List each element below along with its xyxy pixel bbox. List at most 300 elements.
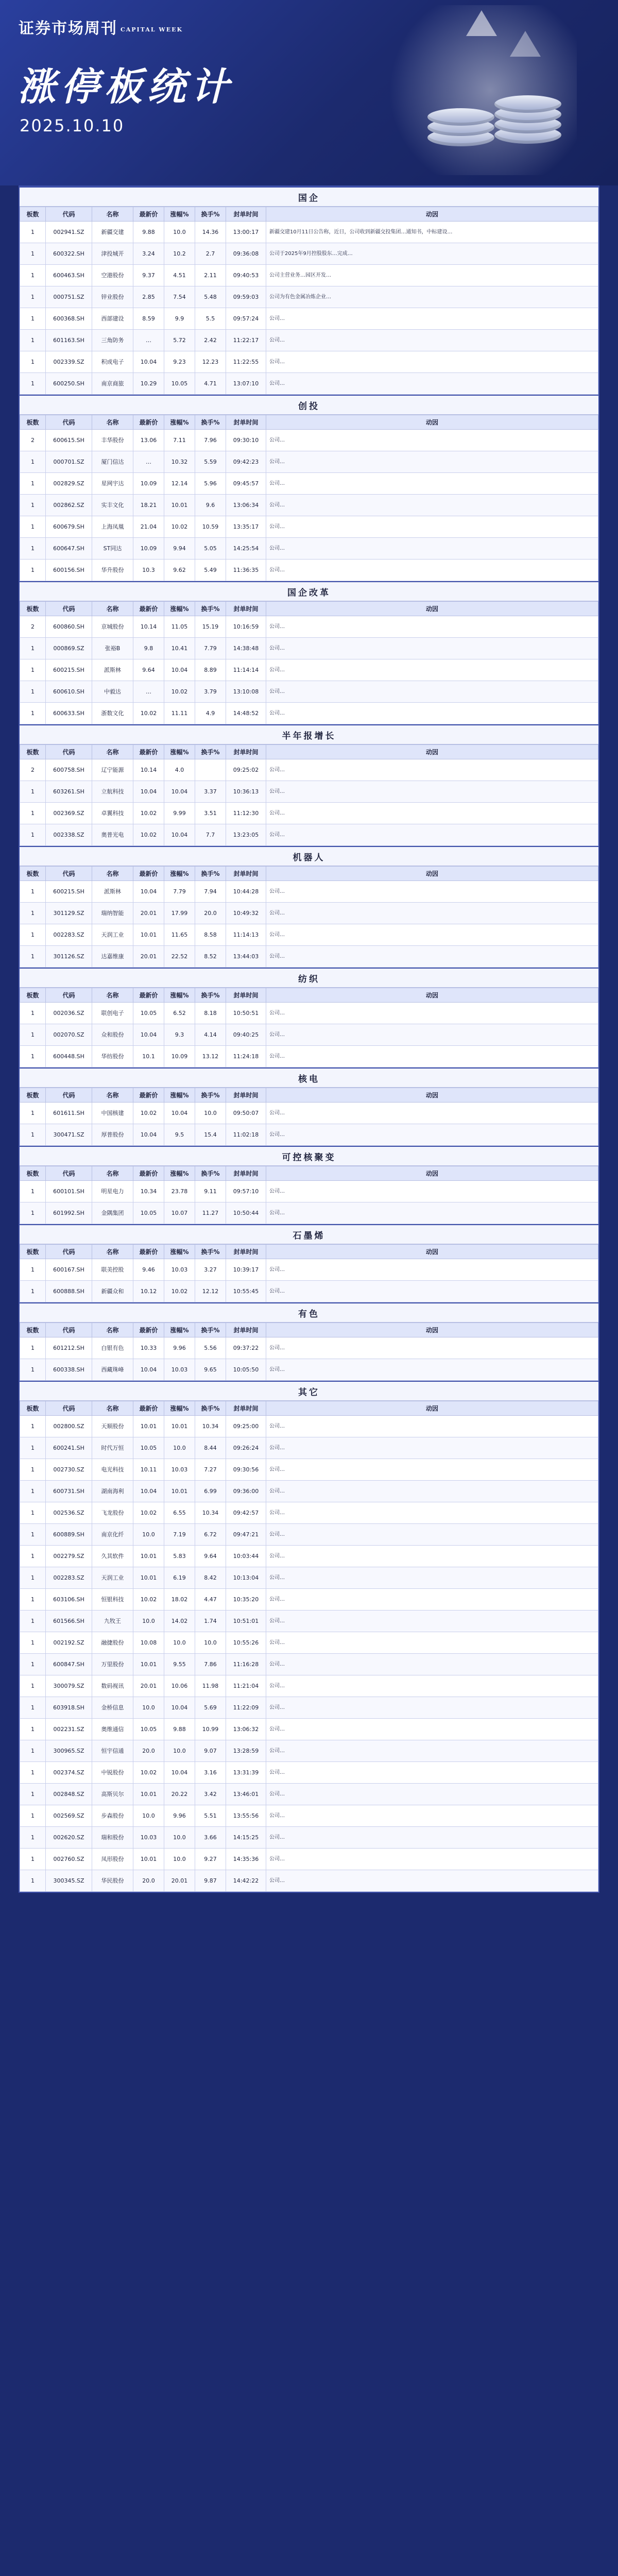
board-count: 1: [20, 781, 46, 803]
section-title: 其它: [20, 1381, 598, 1401]
reason-text: 公司…: [266, 1524, 598, 1546]
turnover-pct: 4.9: [195, 703, 226, 724]
turnover-pct: 8.52: [195, 946, 226, 968]
latest-price: 10.04: [133, 1359, 164, 1381]
change-pct: 10.04: [164, 781, 195, 803]
seal-time: 11:24:18: [226, 1046, 266, 1067]
table-row: [20, 924, 598, 946]
seal-time: 13:23:05: [226, 824, 266, 846]
column-header: 动因: [266, 207, 598, 222]
board-count: 1: [20, 1502, 46, 1524]
turnover-pct: 5.56: [195, 1337, 226, 1359]
board-count: 1: [20, 638, 46, 659]
brand-name: 证券市场周刊: [19, 20, 117, 38]
board-count: 1: [20, 495, 46, 516]
turnover-pct: 3.79: [195, 681, 226, 703]
turnover-pct: 7.96: [195, 430, 226, 451]
change-pct: 5.72: [164, 330, 195, 351]
section-title: 机器人: [20, 846, 598, 866]
table-row: [20, 1784, 598, 1805]
stock-name: 锌业股份: [92, 286, 133, 308]
table-header-row: [20, 867, 598, 881]
section-title: 核电: [20, 1067, 598, 1088]
turnover-pct: 3.42: [195, 1784, 226, 1805]
stock-code: 601992.SH: [46, 1202, 92, 1224]
latest-price: 20.01: [133, 1675, 164, 1697]
column-header: 最新价: [133, 602, 164, 616]
seal-time: 09:42:57: [226, 1502, 266, 1524]
latest-price: 10.05: [133, 1202, 164, 1224]
table-row: [20, 308, 598, 330]
column-header: 板数: [20, 207, 46, 222]
column-header: 换手%: [195, 602, 226, 616]
table-row: [20, 1611, 598, 1632]
reason-text: 公司…: [266, 1762, 598, 1784]
stock-name: 派斯林: [92, 659, 133, 681]
column-header: 板数: [20, 867, 46, 881]
turnover-pct: 11.98: [195, 1675, 226, 1697]
stock-code: 002338.SZ: [46, 824, 92, 846]
stock-name: 派斯林: [92, 881, 133, 903]
stock-code: 300471.SZ: [46, 1124, 92, 1146]
stock-name: 奥普光电: [92, 824, 133, 846]
table-row: [20, 330, 598, 351]
latest-price: 10.03: [133, 1827, 164, 1849]
seal-time: 11:22:17: [226, 330, 266, 351]
stock-name: 西藏珠峰: [92, 1359, 133, 1381]
column-header: 涨幅%: [164, 1323, 195, 1337]
seal-time: 10:50:44: [226, 1202, 266, 1224]
reason-text: 公司…: [266, 351, 598, 373]
column-header: 最新价: [133, 1245, 164, 1259]
section-title: 可控核聚变: [20, 1146, 598, 1166]
stock-name: 辽宁能源: [92, 759, 133, 781]
reason-text: 公司…: [266, 538, 598, 560]
turnover-pct: 3.16: [195, 1762, 226, 1784]
latest-price: 10.02: [133, 1103, 164, 1124]
table-row: [20, 265, 598, 286]
table-row: [20, 903, 598, 924]
column-header: 涨幅%: [164, 1401, 195, 1416]
seal-time: 09:40:25: [226, 1024, 266, 1046]
reason-text: 公司…: [266, 1337, 598, 1359]
board-count: 1: [20, 473, 46, 495]
turnover-pct: 4.47: [195, 1589, 226, 1611]
reason-text: 公司…: [266, 1281, 598, 1302]
latest-price: 10.14: [133, 616, 164, 638]
change-pct: 9.96: [164, 1337, 195, 1359]
reason-text: 公司…: [266, 1416, 598, 1437]
latest-price: 10.04: [133, 781, 164, 803]
reason-text: 公司…: [266, 781, 598, 803]
column-header: 代码: [46, 207, 92, 222]
board-count: 1: [20, 1359, 46, 1381]
change-pct: 9.88: [164, 1719, 195, 1740]
seal-time: 11:16:28: [226, 1654, 266, 1675]
column-header: 名称: [92, 207, 133, 222]
latest-price: 10.01: [133, 1416, 164, 1437]
stock-code: 600368.SH: [46, 308, 92, 330]
seal-time: 11:21:04: [226, 1675, 266, 1697]
board-count: 1: [20, 1281, 46, 1302]
change-pct: 10.05: [164, 373, 195, 395]
table-row: [20, 1675, 598, 1697]
seal-time: 09:26:24: [226, 1437, 266, 1459]
stock-code: 600156.SH: [46, 560, 92, 581]
change-pct: 7.79: [164, 881, 195, 903]
column-header: 封单时间: [226, 1401, 266, 1416]
latest-price: 10.01: [133, 1849, 164, 1870]
latest-price: 10.01: [133, 1567, 164, 1589]
turnover-pct: 3.51: [195, 803, 226, 824]
latest-price: 10.01: [133, 924, 164, 946]
latest-price: 10.09: [133, 538, 164, 560]
stock-code: 300079.SZ: [46, 1675, 92, 1697]
turnover-pct: 7.7: [195, 824, 226, 846]
section-table: [20, 1401, 598, 1892]
stock-name: 联创电子: [92, 1003, 133, 1024]
latest-price: 10.05: [133, 1719, 164, 1740]
column-header: 换手%: [195, 1401, 226, 1416]
change-pct: 20.22: [164, 1784, 195, 1805]
stock-code: 600167.SH: [46, 1259, 92, 1281]
column-header: 涨幅%: [164, 1166, 195, 1181]
column-header: 名称: [92, 1166, 133, 1181]
latest-price: 18.21: [133, 495, 164, 516]
column-header: 代码: [46, 415, 92, 430]
latest-price: 10.3: [133, 560, 164, 581]
column-header: 动因: [266, 602, 598, 616]
column-header: 名称: [92, 415, 133, 430]
latest-price: 10.01: [133, 1654, 164, 1675]
board-count: 1: [20, 903, 46, 924]
seal-time: 11:36:35: [226, 560, 266, 581]
board-count: 1: [20, 824, 46, 846]
change-pct: 10.04: [164, 1762, 195, 1784]
board-count: 1: [20, 1697, 46, 1719]
change-pct: 14.02: [164, 1611, 195, 1632]
board-count: 1: [20, 946, 46, 968]
board-count: 1: [20, 1259, 46, 1281]
column-header: 代码: [46, 988, 92, 1003]
change-pct: 10.32: [164, 451, 195, 473]
board-count: 2: [20, 616, 46, 638]
column-header: 涨幅%: [164, 207, 195, 222]
latest-price: 10.04: [133, 1481, 164, 1502]
stock-code: 300965.SZ: [46, 1740, 92, 1762]
turnover-pct: 7.86: [195, 1654, 226, 1675]
board-count: 1: [20, 243, 46, 265]
table-header-row: [20, 1166, 598, 1181]
stock-code: 600215.SH: [46, 881, 92, 903]
change-pct: 10.0: [164, 1849, 195, 1870]
change-pct: 6.19: [164, 1567, 195, 1589]
change-pct: 10.02: [164, 681, 195, 703]
reason-text: 公司…: [266, 703, 598, 724]
table-row: [20, 1697, 598, 1719]
stock-name: 步森股份: [92, 1805, 133, 1827]
section-table: [20, 601, 598, 724]
turnover-pct: 4.14: [195, 1024, 226, 1046]
latest-price: 10.02: [133, 803, 164, 824]
board-count: 1: [20, 222, 46, 243]
board-count: 1: [20, 1046, 46, 1067]
stock-code: 600633.SH: [46, 703, 92, 724]
board-count: 1: [20, 1124, 46, 1146]
seal-time: 14:38:48: [226, 638, 266, 659]
seal-time: 09:57:24: [226, 308, 266, 330]
stock-name: 达嘉维康: [92, 946, 133, 968]
table-row: [20, 1805, 598, 1827]
table-row: [20, 1546, 598, 1567]
column-header: 动因: [266, 415, 598, 430]
column-header: 涨幅%: [164, 415, 195, 430]
stock-name: 南京商旅: [92, 373, 133, 395]
change-pct: 9.5: [164, 1124, 195, 1146]
seal-time: 11:22:55: [226, 351, 266, 373]
board-count: 1: [20, 1337, 46, 1359]
column-header: 最新价: [133, 1166, 164, 1181]
latest-price: 21.04: [133, 516, 164, 538]
column-header: 换手%: [195, 745, 226, 759]
seal-time: 13:28:59: [226, 1740, 266, 1762]
column-header: 板数: [20, 745, 46, 759]
board-count: 1: [20, 560, 46, 581]
stock-code: 002848.SZ: [46, 1784, 92, 1805]
stock-name: 实丰文化: [92, 495, 133, 516]
latest-price: 10.05: [133, 1003, 164, 1024]
column-header: 动因: [266, 745, 598, 759]
turnover-pct: 1.74: [195, 1611, 226, 1632]
stock-name: 华纺股份: [92, 1046, 133, 1067]
latest-price: 10.11: [133, 1459, 164, 1481]
turnover-pct: 3.27: [195, 1259, 226, 1281]
latest-price: 10.08: [133, 1632, 164, 1654]
stock-name: 三角防务: [92, 330, 133, 351]
board-count: 1: [20, 1437, 46, 1459]
reason-text: 公司…: [266, 616, 598, 638]
reason-text: 公司…: [266, 308, 598, 330]
reason-text: 公司…: [266, 1024, 598, 1046]
turnover-pct: 9.07: [195, 1740, 226, 1762]
stock-name: 高斯贝尔: [92, 1784, 133, 1805]
column-header: 封单时间: [226, 207, 266, 222]
stock-name: 众和股份: [92, 1024, 133, 1046]
seal-time: 13:35:17: [226, 516, 266, 538]
stock-code: 600860.SH: [46, 616, 92, 638]
section-title: 创投: [20, 395, 598, 415]
table-header-row: [20, 1245, 598, 1259]
turnover-pct: 8.89: [195, 659, 226, 681]
latest-price: 9.46: [133, 1259, 164, 1281]
stock-code: 600215.SH: [46, 659, 92, 681]
change-pct: 10.01: [164, 495, 195, 516]
column-header: 封单时间: [226, 1166, 266, 1181]
arrow-up-icon: [466, 10, 497, 36]
reason-text: 公司…: [266, 1805, 598, 1827]
column-header: 板数: [20, 1166, 46, 1181]
turnover-pct: 8.42: [195, 1567, 226, 1589]
column-header: 换手%: [195, 207, 226, 222]
table-row: [20, 1719, 598, 1740]
turnover-pct: 2.7: [195, 243, 226, 265]
board-count: 1: [20, 1849, 46, 1870]
stock-name: 白银有色: [92, 1337, 133, 1359]
table-row: [20, 373, 598, 395]
reason-text: 公司…: [266, 1046, 598, 1067]
stock-code: 002283.SZ: [46, 924, 92, 946]
column-header: 涨幅%: [164, 1245, 195, 1259]
column-header: 换手%: [195, 1323, 226, 1337]
stock-name: 恒宇信通: [92, 1740, 133, 1762]
stock-code: 601163.SH: [46, 330, 92, 351]
section-table: [20, 415, 598, 581]
stock-name: 中锐股份: [92, 1762, 133, 1784]
latest-price: 20.0: [133, 1870, 164, 1892]
board-count: 1: [20, 1827, 46, 1849]
column-header: 名称: [92, 1401, 133, 1416]
turnover-pct: 5.69: [195, 1697, 226, 1719]
column-header: 板数: [20, 415, 46, 430]
stock-name: 华升股份: [92, 560, 133, 581]
stock-code: 600463.SH: [46, 265, 92, 286]
column-header: 代码: [46, 1166, 92, 1181]
table-row: [20, 1437, 598, 1459]
reason-text: 公司…: [266, 1124, 598, 1146]
section-table: [20, 1323, 598, 1381]
column-header: 代码: [46, 1088, 92, 1103]
table-row: [20, 1024, 598, 1046]
change-pct: 10.06: [164, 1675, 195, 1697]
column-header: 最新价: [133, 867, 164, 881]
stock-name: 飞龙股份: [92, 1502, 133, 1524]
table-row: [20, 1359, 598, 1381]
seal-time: 10:39:17: [226, 1259, 266, 1281]
board-count: 1: [20, 1103, 46, 1124]
stock-code: 600679.SH: [46, 516, 92, 538]
stock-name: 时代万恒: [92, 1437, 133, 1459]
change-pct: 9.3: [164, 1024, 195, 1046]
board-count: 1: [20, 1003, 46, 1024]
column-header: 名称: [92, 988, 133, 1003]
turnover-pct: 9.64: [195, 1546, 226, 1567]
change-pct: 5.83: [164, 1546, 195, 1567]
column-header: 动因: [266, 1245, 598, 1259]
board-count: 1: [20, 1719, 46, 1740]
brand-small: CAPITAL WEEK: [121, 26, 183, 33]
table-row: [20, 1632, 598, 1654]
stock-name: ST同达: [92, 538, 133, 560]
change-pct: 10.03: [164, 1459, 195, 1481]
stock-name: 数码视讯: [92, 1675, 133, 1697]
latest-price: 10.02: [133, 1589, 164, 1611]
change-pct: 10.01: [164, 1416, 195, 1437]
latest-price: 10.33: [133, 1337, 164, 1359]
latest-price: …: [133, 451, 164, 473]
turnover-pct: 5.48: [195, 286, 226, 308]
turnover-pct: 8.58: [195, 924, 226, 946]
stock-code: 002941.SZ: [46, 222, 92, 243]
board-count: 1: [20, 1632, 46, 1654]
stock-name: 天润工业: [92, 1567, 133, 1589]
column-header: 代码: [46, 745, 92, 759]
column-header: 涨幅%: [164, 745, 195, 759]
change-pct: 10.01: [164, 1481, 195, 1502]
seal-time: 09:36:08: [226, 243, 266, 265]
coin-stack-icon: [427, 108, 494, 126]
board-count: 1: [20, 1611, 46, 1632]
change-pct: 7.54: [164, 286, 195, 308]
section-table: [20, 207, 598, 395]
change-pct: 9.99: [164, 803, 195, 824]
turnover-pct: 6.72: [195, 1524, 226, 1546]
turnover-pct: 9.27: [195, 1849, 226, 1870]
reason-text: 公司…: [266, 759, 598, 781]
column-header: 涨幅%: [164, 602, 195, 616]
stock-code: 002070.SZ: [46, 1024, 92, 1046]
turnover-pct: 15.19: [195, 616, 226, 638]
stock-code: 600448.SH: [46, 1046, 92, 1067]
reason-text: 公司…: [266, 495, 598, 516]
column-header: 动因: [266, 1088, 598, 1103]
reason-text: 公司…: [266, 1589, 598, 1611]
board-count: 1: [20, 351, 46, 373]
latest-price: 10.04: [133, 1024, 164, 1046]
reason-text: 公司…: [266, 881, 598, 903]
change-pct: 10.0: [164, 1632, 195, 1654]
section-title: 石墨烯: [20, 1224, 598, 1244]
stock-code: 600758.SH: [46, 759, 92, 781]
reason-text: 公司…: [266, 824, 598, 846]
board-count: 1: [20, 1181, 46, 1202]
table-row: [20, 1181, 598, 1202]
latest-price: 2.85: [133, 286, 164, 308]
change-pct: 10.0: [164, 222, 195, 243]
stock-name: 南京化纤: [92, 1524, 133, 1546]
stock-code: 600322.SH: [46, 243, 92, 265]
column-header: 涨幅%: [164, 1088, 195, 1103]
table-row: [20, 1502, 598, 1524]
board-count: 1: [20, 1589, 46, 1611]
change-pct: 7.11: [164, 430, 195, 451]
stock-code: 002620.SZ: [46, 1827, 92, 1849]
change-pct: 10.04: [164, 1103, 195, 1124]
stock-name: 凤形股份: [92, 1849, 133, 1870]
column-header: 代码: [46, 602, 92, 616]
table-row: [20, 351, 598, 373]
stock-name: 金桥信息: [92, 1697, 133, 1719]
column-header: 封单时间: [226, 745, 266, 759]
section-table: [20, 866, 598, 968]
turnover-pct: 10.0: [195, 1632, 226, 1654]
reason-text: 公司…: [266, 1459, 598, 1481]
stock-name: 联美控股: [92, 1259, 133, 1281]
stock-code: 301126.SZ: [46, 946, 92, 968]
board-count: 1: [20, 1416, 46, 1437]
change-pct: 10.0: [164, 1437, 195, 1459]
reason-text: 公司…: [266, 1103, 598, 1124]
column-header: 最新价: [133, 207, 164, 222]
board-count: 1: [20, 1675, 46, 1697]
change-pct: 10.41: [164, 638, 195, 659]
seal-time: 14:35:36: [226, 1849, 266, 1870]
turnover-pct: 3.37: [195, 781, 226, 803]
board-count: 1: [20, 308, 46, 330]
turnover-pct: 5.49: [195, 560, 226, 581]
table-header-row: [20, 602, 598, 616]
stock-name: 西部建设: [92, 308, 133, 330]
table-row: [20, 1337, 598, 1359]
